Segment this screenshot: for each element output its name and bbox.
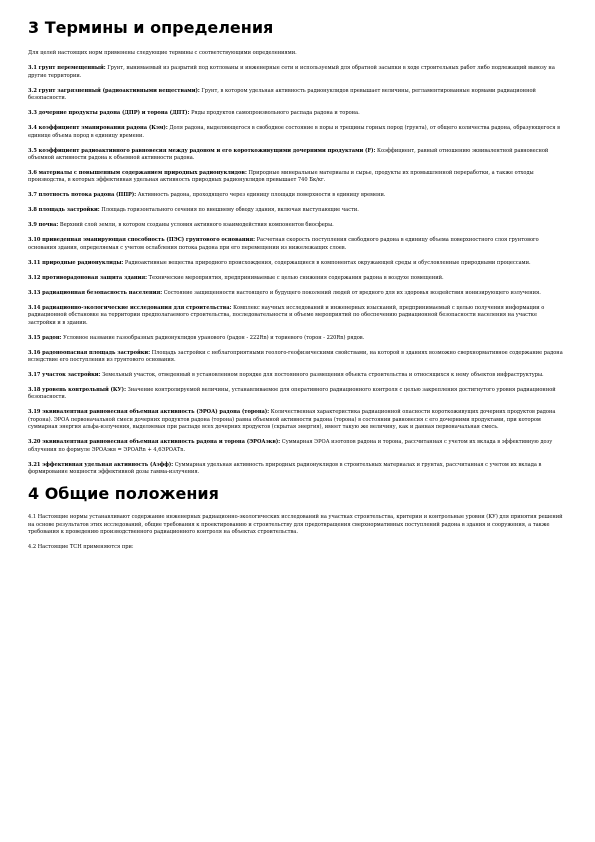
paragraph-section3-6 [28,170,565,185]
term-definition: Количественная характеристика радиационной опасности короткоживущих дочерних продуктов радона (торона). ЭРОА первоначальной смеси дочерних продуктов радона (торона) равна объемной активности радона (торона) в состоянии равновесия с его дочерними продуктами, при котором суммарная энергия альфа-излучения, выделяемая при распаде всех дочерних продуктов (скрытая энергия), имеет такую же величину, как и данная первоначальная смесь. [28,409,556,431]
paragraph-section4-1 [28,514,565,536]
term-label: 3.19 эквивалентная равновесная объемная активность (ЭРОА) радона (торона): [28,409,270,416]
paragraph-section4-2 [28,544,565,551]
term-definition: Комплекс научных исследований и инженерных изысканий, предпринимаемый с целью получения информации о радиационной обстановке на территории предполагаемого строительства, последовательности и объеме мероприятий по обеспечению радиационной безопасности населения на участке застройки и в здании. [28,304,545,326]
term-definition: Радиоактивные вещества природного происхождения, содержащиеся в компонентах окружающей среды и обусловленные природными процессами. [123,259,531,266]
term-definition: Площадь застройки с неблагоприятными геолого-геофизическими свойствами, на которой в зданиях возможно сверхнормативное содержание радона вследствие его поступления из грунтового основания. [28,349,563,364]
section-3-intro: Для целей настоящих норм применены следующие термины с соответствующими определениями. [28,50,297,56]
term-definition: Состояние защищенности настоящего и будущего поколений людей от вредного для их здоровья воздействия ионизирующего излучения. [162,289,541,296]
term-definition: Грунт, вынимаемый из разрытий под котлованы и инженерные сети и используемый для обратной засыпки в ходе строительных работ либо подлежащий вывозу на другие территории. [28,65,555,79]
term-label: 3.21 эффективная удельная активность (Аэфф): [28,461,174,468]
term-definition: Условное название газообразных радионуклидов уранового (радон - 222Rn) и ториевого (торон - 220Rn) рядов. [61,334,365,341]
term-definition: Коэффициент, равный отношению эквивалентной равновесной объемной активности радона к объемной активности радона. [28,147,549,162]
term-label: 3.15 радон: [28,334,62,341]
section-3-heading: 3 Термины и определения [28,18,274,37]
term-label: 3.11 природные радионуклиды: [28,259,124,266]
paragraph-section3-18 [28,387,565,402]
term-definition: Ряды продуктов самопроизвольного распада радона и торона. [189,110,360,117]
paragraph-section3-8 [28,207,565,214]
section-4-heading: 4 Общие положения [28,484,219,504]
term-label: 3.13 радиационная безопасность населения: [28,289,163,296]
term-label: 3.7 плотность потока радона (ППР): [28,192,137,199]
term-label: 3.1 грунт перемещенный: [28,65,106,72]
paragraph-section3-15 [28,335,565,342]
term-label: 3.6 материалы с повышенным содержанием природных радионуклидов: [28,170,247,177]
term-definition: Активность радона, проходящего через единицу площади поверхности в единицу времени. [136,192,386,199]
term-definition: 4.1 Настоящие нормы устанавливают содержание инженерных радиационно-экологических исследований на участках строительства, критерии и контрольные уровни (КУ) для принятия решений на основе результатов этих исследований, общие требования к проектированию и строительству для предотвращения сверхнормативных поступлений радона в здания и сооружения, а также требования к проведению производственного радиационного контроля на объектах строительства. [28,514,563,535]
paragraph-section3-10 [28,237,565,252]
term-definition: Суммарная ЭРОА изотопов радона и торона, рассчитанная с учетом их вклада в эффективную дозу облучения по формуле ЭРОАэкв = ЭРОАRn + 4,6ЭРОАTn. [28,439,553,453]
term-label: 3.4 коэффициент эманирования радона (Кэм): [28,125,168,132]
term-definition: Расчетная скорость поступления свободного радона в единицу объема поверхностного слоя грунтового основания здания, определяемая с учетом ослабления потока радона при его перемещении из нижележащих слоев. [28,237,539,251]
paragraph-section3-16 [28,350,565,365]
term-definition: Природные минеральные материалы и сырье, продукты их промышленной переработки, а также отходы производства, в которых эффективная удельная активность природных радионуклидов превышает 740 Бк/кг. [28,170,534,184]
term-label: 3.5 коэффициент радиоактивного равновесия между радоном и его короткоживущими дочерними продуктами (F): [28,147,376,154]
term-label: 3.16 радоноопасная площадь застройки: [28,349,151,356]
term-label: 3.20 эквивалентная равновесная объемная активность радона и торона (ЭРОАэкв): [28,439,281,446]
section-4-items [28,514,565,551]
paragraph-section3-17 [28,372,565,379]
paragraph-section3-11 [28,260,565,267]
paragraph-section3-14 [28,305,565,327]
paragraph-section3-3 [28,110,565,117]
paragraph-section3-1 [28,65,565,80]
term-definition: Доля радона, выделяющегося в свободное состояние в поры и трещины горных пород (грунта), от общего количества радона, образующегося в единице объема пород в единицу времени. [28,125,560,139]
term-definition: Значение контролируемой величины, устанавливаемое для оперативного радиационного контроля с целью закрепления достигнутого уровня радиационной безопасности. [28,387,556,401]
section-3-terms [28,65,565,476]
term-definition: Площадь горизонтального сечения по внешнему обводу здания, включая выступающие части. [99,207,359,214]
paragraph-section3-2 [28,88,565,103]
term-definition: Технические мероприятия, предпринимаемые с целью снижения содержания радона в воздухе помещений. [147,274,444,281]
term-label: 3.3 дочерние продукты радона (ДПР) и торона (ДПТ): [28,110,190,117]
term-label: 3.9 почва: [28,222,59,229]
paragraph-section3-12 [28,275,565,282]
term-definition: Земельный участок, отведенный в установленном порядке для постоянного размещения объекта строительства и относящихся к нему объектов инфраструктуры. [100,372,544,379]
term-label: 3.14 радиационно-экологические исследования для строительства: [28,304,232,311]
paragraph-section3-20 [28,439,565,454]
paragraph-section3-19 [28,409,565,431]
term-label: 3.8 площадь застройки: [28,207,100,214]
term-definition: Грунт, в котором удельная активность радионуклидов превышает величины, регламентированные нормами радиационной безопасности. [28,87,536,102]
paragraph-section3-21 [28,462,565,477]
term-definition: 4.2 Настоящие ТСН применяются при: [28,543,134,550]
term-label: 3.2 грунт загрязненный (радиоактивными веществами): [28,87,200,94]
paragraph-section3-4 [28,125,565,140]
term-definition: Верхний слой земли, в котором созданы условия активного взаимодействия компонентов биосферы. [58,222,334,229]
paragraph-section3-5 [28,148,565,163]
term-definition: Суммарная удельная активность природных радионуклидов в строительных материалах и грунтах, рассчитанная с учетом их вклада в формирование мощности эффективной дозы гамма-излучения. [28,461,542,476]
term-label: 3.18 уровень контрольный (КУ): [28,387,126,394]
paragraph-section3-9 [28,222,565,229]
paragraph-section3-7 [28,192,565,199]
term-label: 3.10 приведенная эманирующая способность (ПЭС) грунтового основания: [28,237,256,244]
paragraph-section3-13 [28,290,565,297]
term-label: 3.17 участок застройки: [28,372,101,379]
term-label: 3.12 противорадоновая защита здания: [28,274,148,281]
